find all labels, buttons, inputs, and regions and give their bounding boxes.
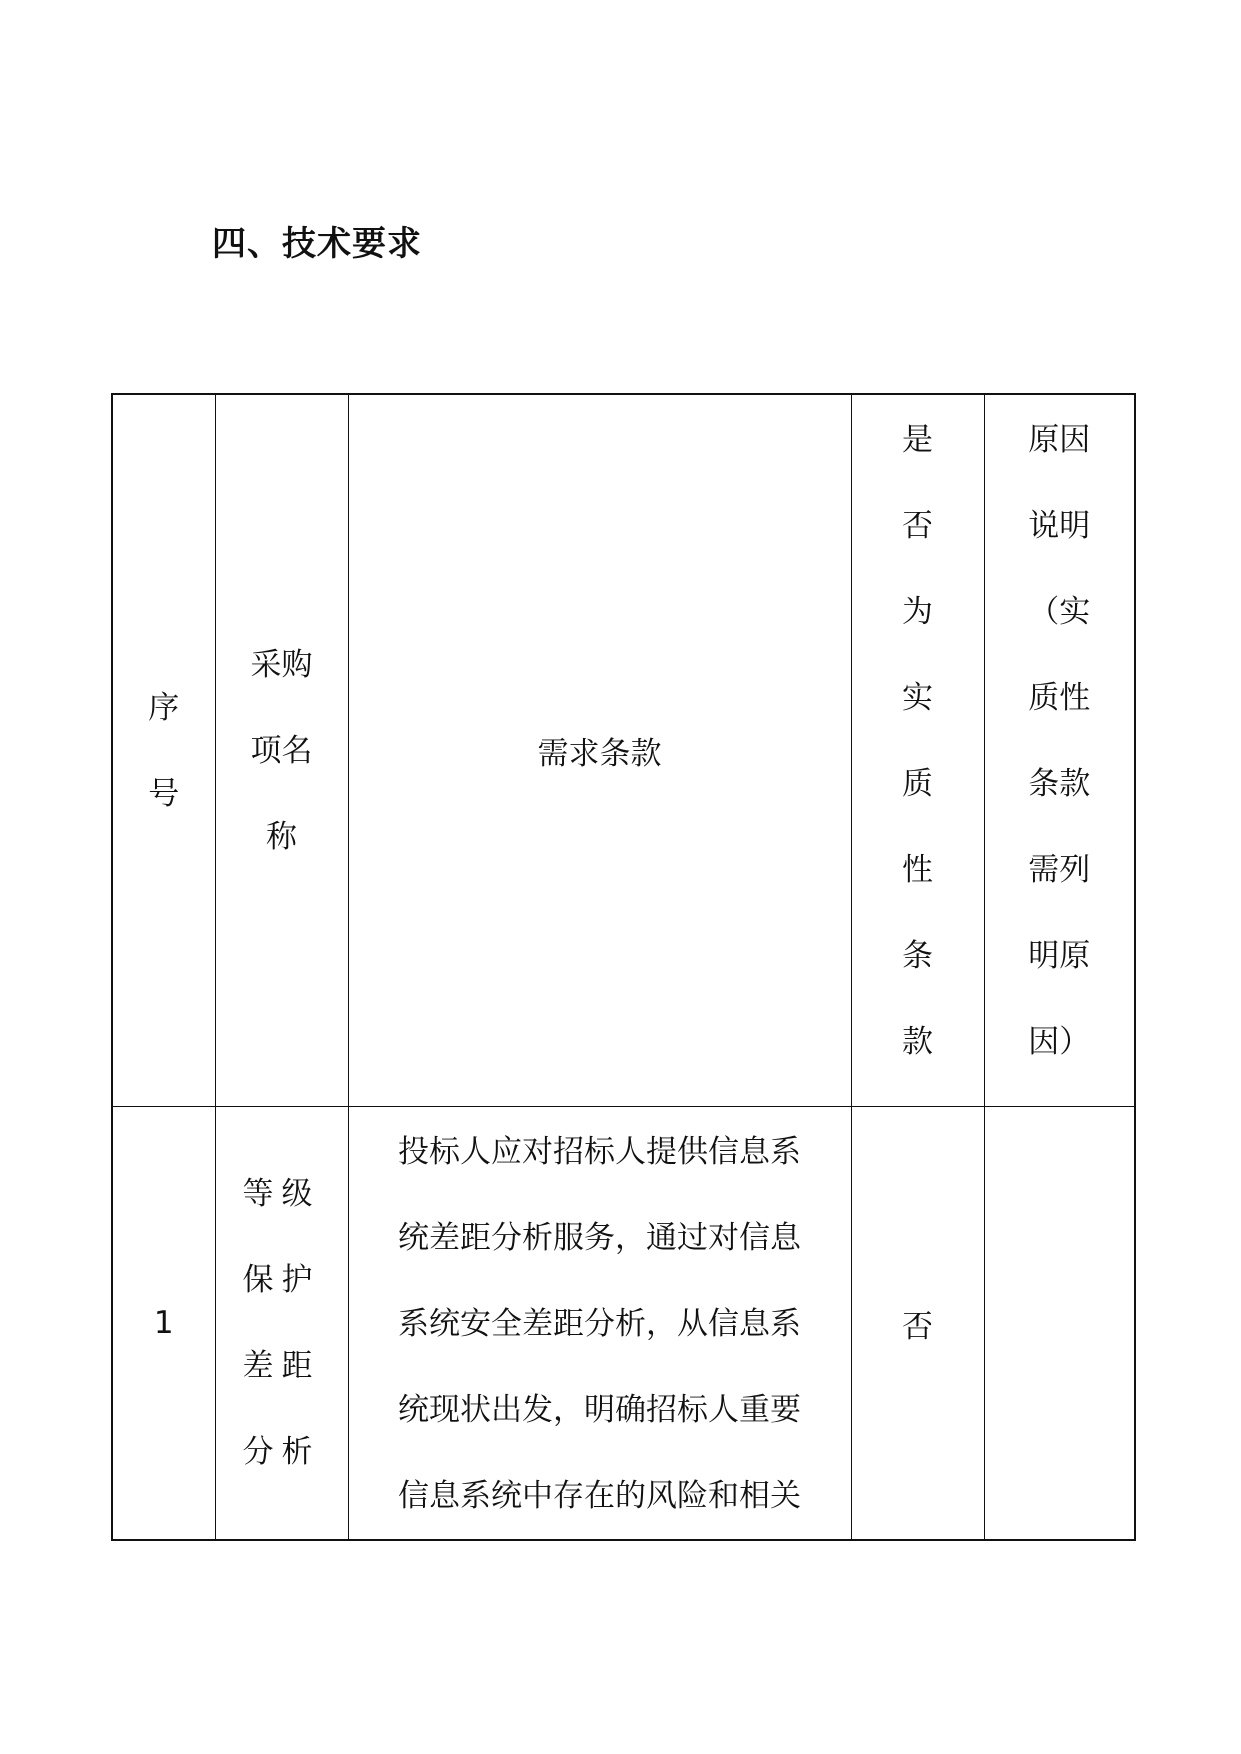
row-clause xyxy=(348,1107,851,1541)
header-item-name-text: 采购 项名 称 xyxy=(250,646,313,855)
header-substantive-flag-text: 是 否 为 实 质 性 条 款 xyxy=(902,422,933,1060)
table-row xyxy=(112,1107,1135,1541)
row-item-name-text: 等级 保护 差距 分析 xyxy=(242,1176,321,1470)
header-clause-text: 需求条款 xyxy=(537,736,662,772)
row-item-name xyxy=(215,1107,348,1541)
row-reason xyxy=(984,1107,1135,1541)
row-seq: 1 xyxy=(112,1107,215,1541)
header-item-name xyxy=(215,394,348,1107)
row-substantive-flag: 否 xyxy=(851,1107,984,1541)
table-header-row xyxy=(112,394,1135,1107)
header-reason-text: 原因 说明 （实 质性 条款 需列 明原 因） xyxy=(1028,422,1091,1060)
header-seq xyxy=(112,394,215,1107)
row-clause-text: 投标人应对招标人提供信息系 统差距分析服务，通过对信息 系统安全差距分析，从信息系 统现状出发，明确招标人重要 信息系统中存在的风险和相关 xyxy=(398,1134,801,1514)
header-clause xyxy=(348,394,851,1107)
header-substantive-flag xyxy=(851,394,984,1107)
section-title: 四、技术要求 xyxy=(212,224,422,264)
header-seq-text: 序 号 xyxy=(148,689,180,812)
requirements-table xyxy=(111,393,1136,1541)
header-reason xyxy=(984,394,1135,1107)
